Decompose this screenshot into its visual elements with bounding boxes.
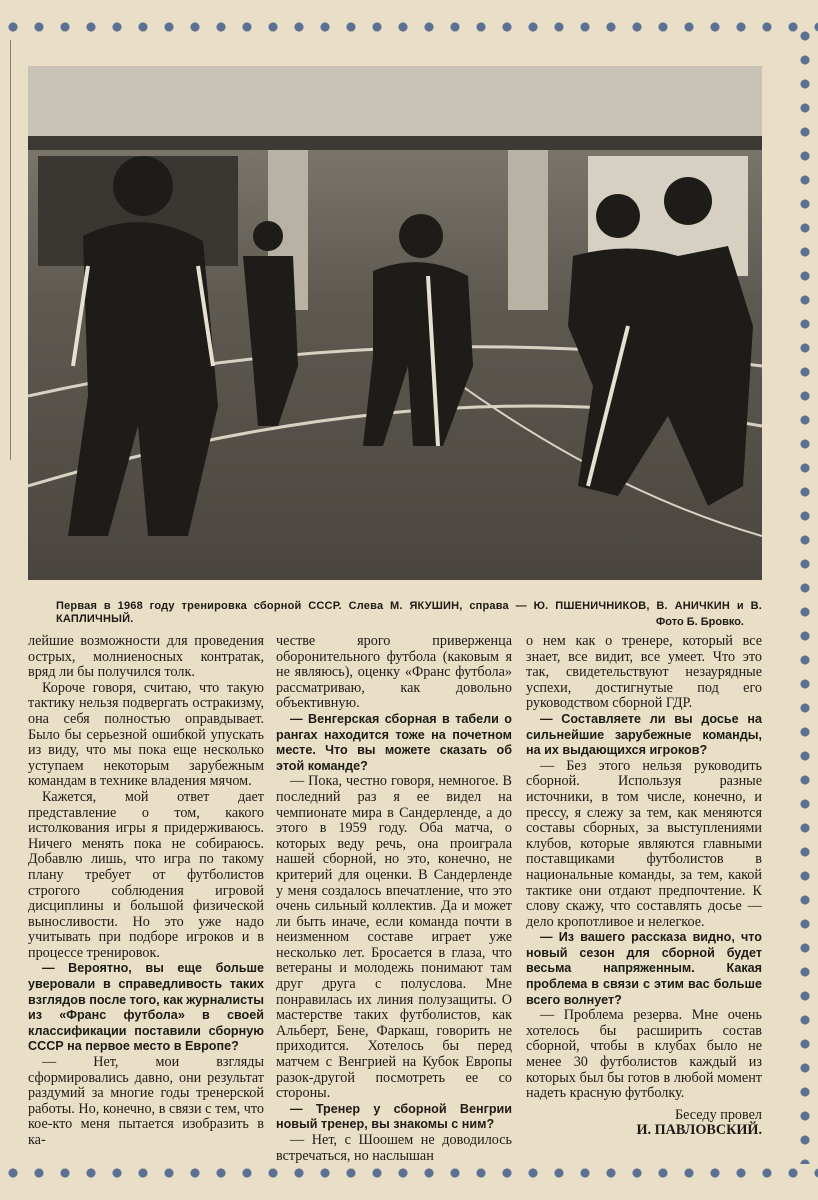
paragraph: лейшие возможности для проведения острых, молниеносных контратак, вряд ли бы получился толк. [28, 634, 264, 681]
photo-illustration [28, 66, 762, 580]
photo-caption: Первая в 1968 году тренировка сборной СССР. Слева М. ЯКУШИН, справа — Ю. ПШЕНИЧНИКОВ, В. АНИЧКИН и В. КАПЛИЧНЫЙ. [56, 600, 762, 625]
decorative-dot-border-bottom [0, 1164, 818, 1182]
adjacent-column-edge [0, 40, 11, 460]
paragraph: Кажется, мой ответ дает представление о том, какого истолкования игры я придерживаюсь. Ничего менять пока не собираюсь. Добавлю лишь, что игра по такому плану требует от футболистов строгого соблюдения игровой дисциплины и большой физической выносливости. Но это уже надо учитывать при подборе игроков и в процессе тренировок. [28, 788, 264, 961]
photo-credit: Фото Б. Бровко. [655, 616, 744, 628]
paragraph: — Нет, мои взгляды сформировались давно, они результат раздумий за многие годы тренерской работы. Но, конечно, в связи с тем, что кое-кто меня пытается изобразить в ка- [28, 1054, 264, 1148]
interview-question: — Из вашего рассказа видно, что новый сезон для сборной будет весьма напряженным. Какая проблема в связи с этим вас больше всего волнует? [526, 930, 762, 1007]
signature-line: Беседу провел [674, 1106, 762, 1123]
paragraph: — Без этого нельзя руководить сборной. Используя разные источники, в том числе, конечно, и прессу, я слежу за тем, как меняются составы сборных, за выступлениями клубов, которые являются главными поставщиками футболистов в национальные команды, за тем, какой тактике они отдают предпочтение. К слову скажу, что составлять досье — дело кропотливое и нелегкое. [526, 757, 762, 930]
paragraph: Короче говоря, считаю, что такую тактику нельзя подвергать остракизму, она себя полностью оправдывает. Было бы серьезной ошибкой упускать из виду, что мы пока еще несколько уступаем некоторым зарубежным командам в технике владения мячом. [28, 679, 264, 790]
paragraph: честве ярого приверженца оборонительного футбола (каковым я не являюсь), оценку «Франс футбола» рассматриваю, как довольно объективную. [276, 634, 512, 712]
signature-name: И. ПАВЛОВСКИЙ. [636, 1122, 762, 1139]
interview-question: — Вероятно, вы еще больше уверовали в справедливость таких взглядов после того, как журналисты из «Франс футбола» в своей классификации поставили сборную СССР на первое место в Европе? [28, 961, 264, 1054]
interview-question: — Составляете ли вы досье на сильнейшие зарубежные команды, на их выдающихся игроков? [526, 711, 762, 758]
paragraph: — Нет, с Шоошем не доводилось встречаться, но наслышан [276, 1132, 512, 1164]
interview-question: — Венгерская сборная в табели о рангах находится тоже на почетном месте. Что вы можете сказать об этой команде? [276, 711, 512, 773]
text-column-3 [526, 634, 762, 1164]
paragraph: о нем как о тренере, который все знает, все видит, все умеет. Что это так, свидетельствуют незаурядные успехи, достигнутые под его руководством сборной ГДР. [526, 634, 762, 712]
paragraph: — Проблема резерва. Мне очень хотелось бы расширить состав сборной, чтобы в клубах было не менее 30 футболистов каждый из которых был бы готов в любой момент надеть красную футболку. [526, 1007, 762, 1102]
decorative-dot-border-right [796, 24, 814, 1164]
text-column-2 [276, 634, 512, 1164]
decorative-dot-border-top [0, 18, 818, 36]
text-column-1 [28, 634, 264, 1164]
training-photo [28, 66, 762, 580]
interview-question: — Тренер у сборной Венгрии новый тренер, вы знакомы с ним? [276, 1101, 512, 1132]
paragraph: — Пока, честно говоря, немногое. В последний раз я ее видел на чемпионате мира в Сандерленде, а до этого в 1959 году. Оба матча, о которых веду речь, она проиграла нашей сборной, но это, конечно, не критерий для оценки. В Сандерленде у меня создалось впечатление, что это очень сильный коллектив. Да и может ли быть иначе, если команда почти в неизменном составе играет уже несколько лет. Бросается в глаза, что ветераны и молодежь понимают там друг друга с полуслова. Мне понравилась их линия полузащиты. О мастерстве таких футболистов, как Альберт, Бене, Фаркаш, говорить не приходится. Хотелось бы перед матчем с Венгрией на Кубок Европы разок-другой посмотреть ее со стороны. [276, 773, 512, 1102]
